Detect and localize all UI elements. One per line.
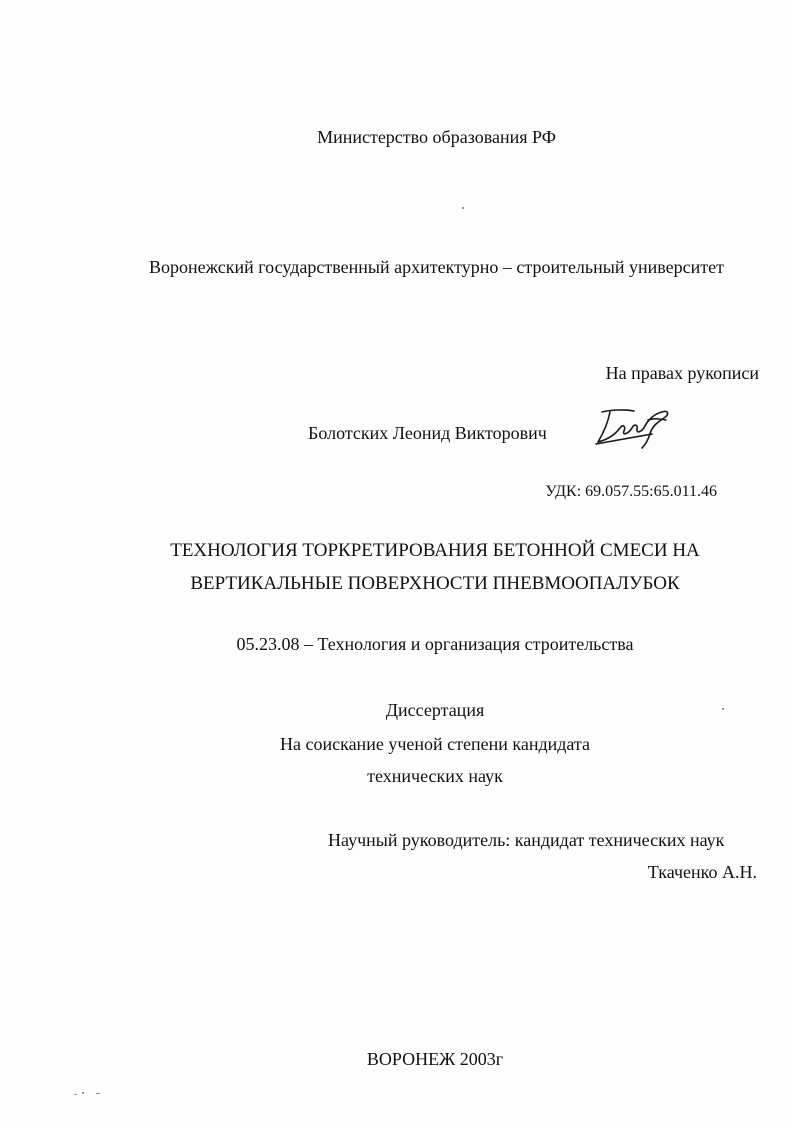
university-heading: Воронежский государственный архитектурно – строительный университет (149, 257, 724, 277)
city-year: ВОРОНЕЖ 2003г (366, 1049, 504, 1069)
degree-line-2: технических наук (367, 766, 503, 786)
ministry-heading: Министерство образования РФ (317, 127, 556, 147)
scan-speck (722, 708, 724, 710)
dissertation-title-line-1: ТЕХНОЛОГИЯ ТОРКРЕТИРОВАНИЯ БЕТОННОЙ СМЕСИ НА (170, 540, 700, 561)
specialty-code: 05.23.08 – Технология и организация строительства (236, 634, 634, 654)
advisor-name: Ткаченко А.Н. (647, 862, 757, 882)
scan-speck (82, 1092, 84, 1094)
handwritten-signature (590, 404, 674, 450)
scan-speck (96, 1093, 100, 1094)
scan-speck (74, 1094, 77, 1095)
udk-code: УДК: 69.057.55:65.011.46 (545, 483, 717, 500)
scan-speck (462, 207, 464, 209)
dissertation-title-line-2: ВЕРТИКАЛЬНЫЕ ПОВЕРХНОСТИ ПНЕВМООПАЛУБОК (190, 573, 680, 594)
work-type: Диссертация (385, 700, 485, 720)
degree-line-1: На соискание ученой степени кандидата (280, 734, 590, 754)
rights-notice: На правах рукописи (605, 363, 759, 383)
advisor-label: Научный руководитель: кандидат технических наук (328, 830, 725, 850)
author-name: Болотских Леонид Викторович (308, 423, 547, 443)
